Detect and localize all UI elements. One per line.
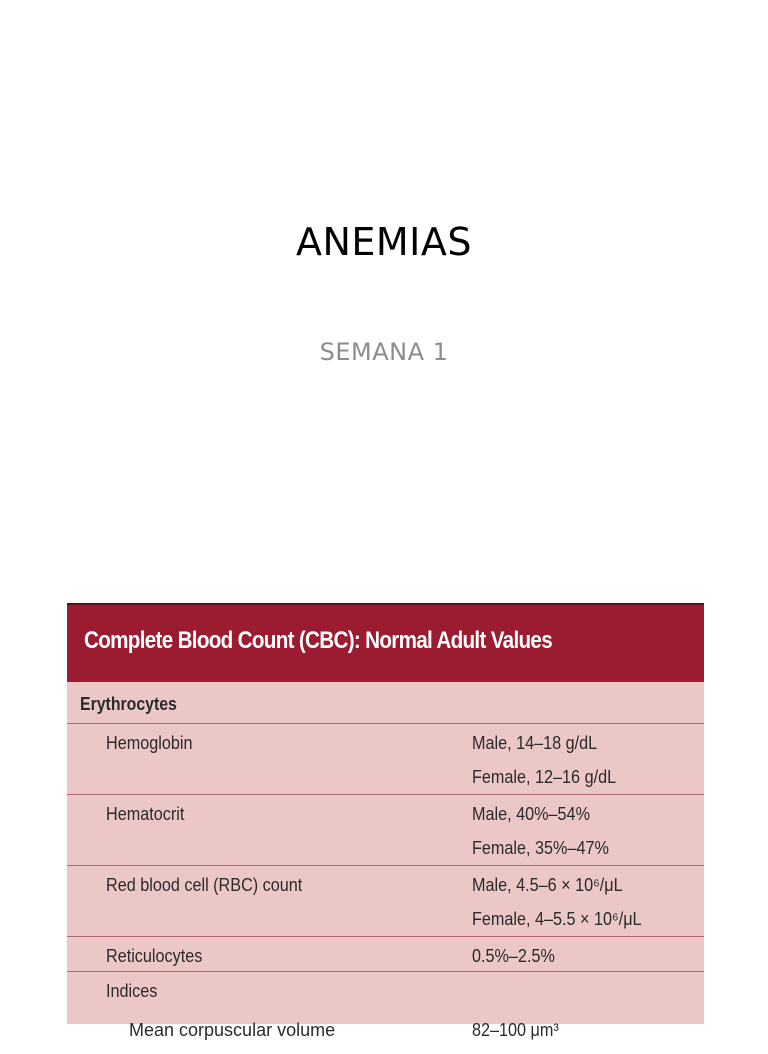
table-row-partial <box>67 1012 704 1047</box>
row-value: Male, 4.5–6 × 10⁶/μL <box>472 875 623 895</box>
cbc-table-image <box>67 603 704 1040</box>
table-section-heading <box>67 682 704 724</box>
row-label: Red blood cell (RBC) count <box>106 875 303 895</box>
table-header-text: Complete Blood Count (CBC): Normal Adult Values <box>84 627 553 654</box>
row-value: 82–100 μm³ <box>472 1020 559 1040</box>
table-row-indices <box>67 972 704 1012</box>
section-label: Erythrocytes <box>80 694 177 714</box>
row-value: 0.5%–2.5% <box>472 946 555 966</box>
row-label: Hematocrit <box>106 804 185 824</box>
row-label: Hemoglobin <box>106 733 193 753</box>
table-header <box>67 603 704 682</box>
table-row-hemoglobin <box>67 724 704 795</box>
row-value: Female, 4–5.5 × 10⁶/μL <box>472 909 642 929</box>
row-value: Male, 40%–54% <box>472 804 590 824</box>
row-value: Female, 35%–47% <box>472 838 609 858</box>
table-row-reticulocytes <box>67 937 704 972</box>
row-label: Reticulocytes <box>106 946 203 966</box>
slide-subtitle: SEMANA 1 <box>319 338 449 366</box>
table-row-rbc-count <box>67 866 704 937</box>
row-value: Male, 14–18 g/dL <box>472 733 598 753</box>
row-label: Mean corpuscular volume <box>129 1020 336 1040</box>
row-label: Indices <box>106 981 158 1001</box>
row-value: Female, 12–16 g/dL <box>472 767 617 787</box>
slide-title: ANEMIAS <box>295 220 473 264</box>
table-row-hematocrit <box>67 795 704 866</box>
